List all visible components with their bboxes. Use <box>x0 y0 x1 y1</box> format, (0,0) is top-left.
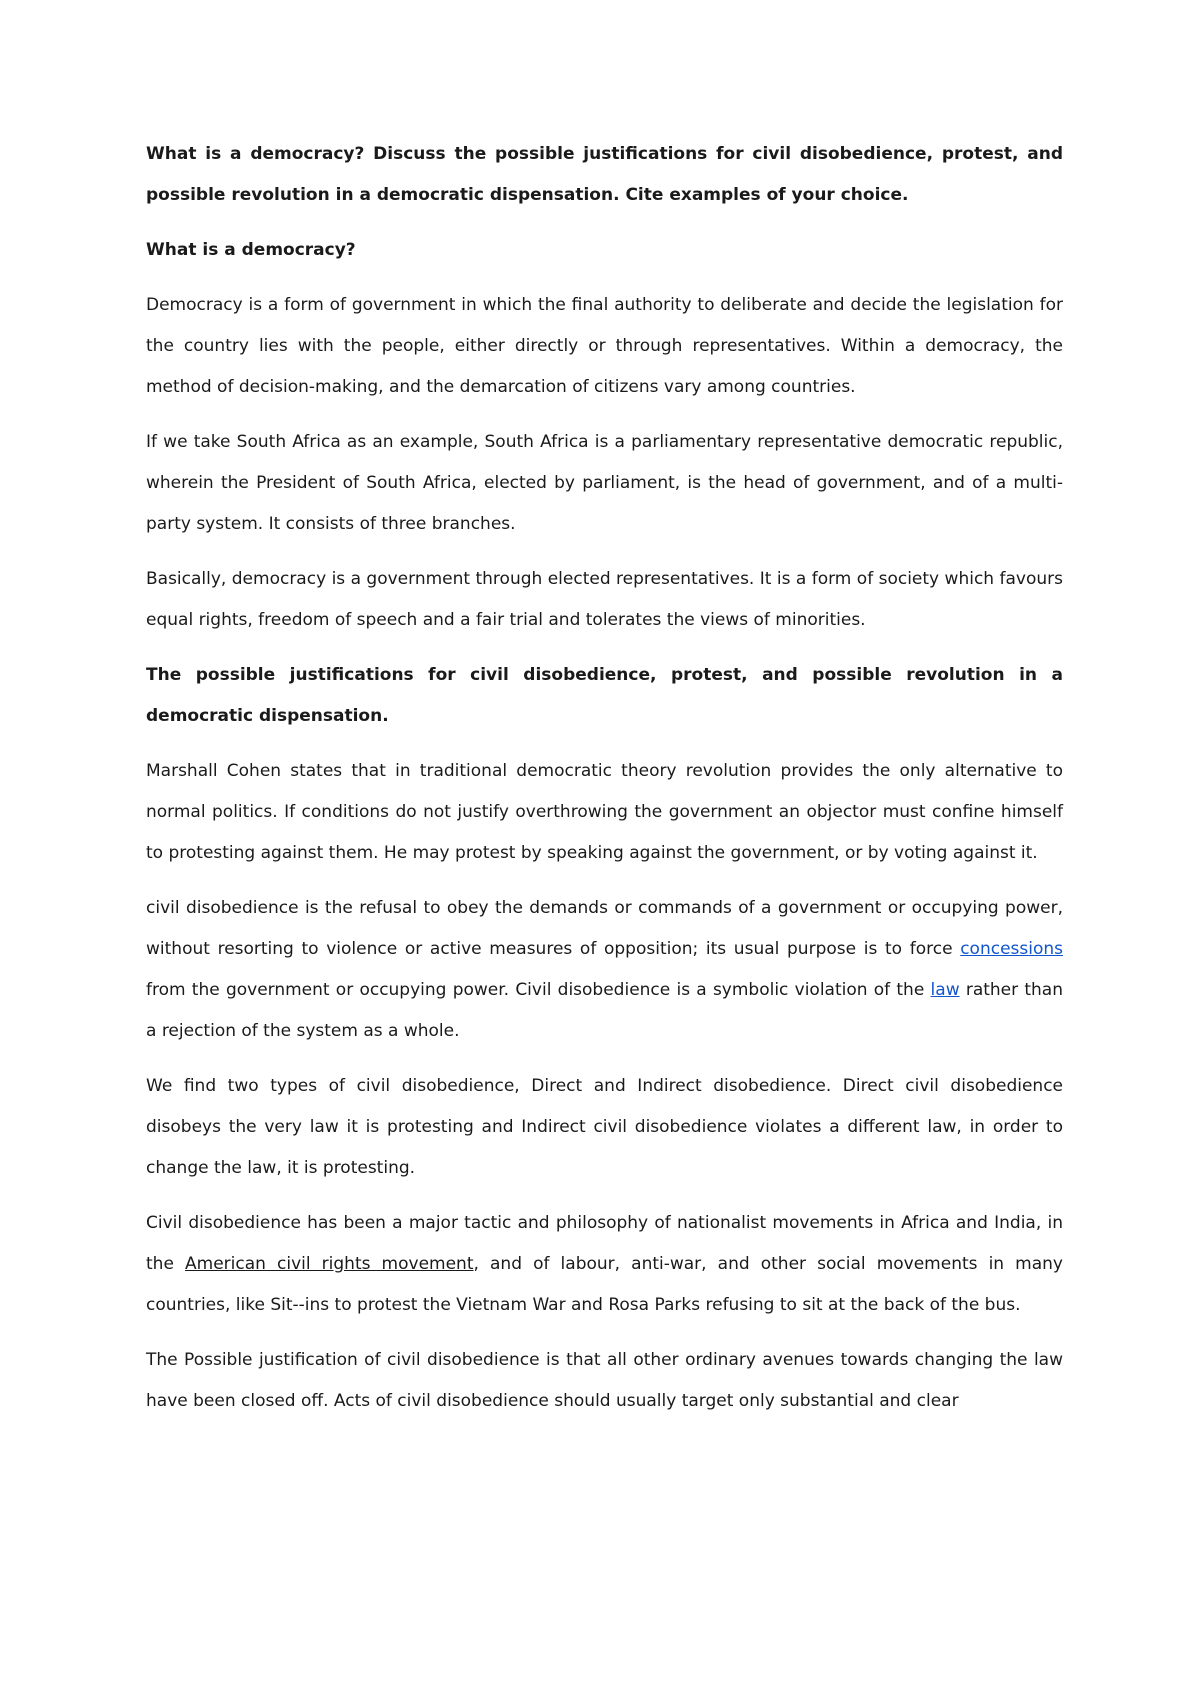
link-law[interactable]: law <box>930 980 960 1000</box>
heading-justifications: The possible justifications for civil disobedience, protest, and possible revolution in a democratic dispensation. <box>146 665 1063 726</box>
paragraph-civil-disobedience <box>146 888 1063 1052</box>
tactic-text-part2: , and of labour, anti-war, and other social movements in many countries, like Sit--ins to protest the Vietnam War and Rosa Parks refusing to sit at the back of the bus. <box>146 1254 1063 1315</box>
civil-text-part2: from the government or occupying power. Civil disobedience is a symbolic violation of the <box>146 980 931 1000</box>
paragraph-types: We find two types of civil disobedience, Direct and Indirect disobedience. Direct civil disobedience disobeys the very law it is protesting and Indirect civil disobedience violates a different law, in order to change the law, it is protesting. <box>146 1076 1063 1178</box>
paragraph-definition: Democracy is a form of government in which the final authority to deliberate and decide the legislation for the country lies with the people, either directly or through representatives. Within a democracy, the method of decision-making, and the demarcation of citizens vary among countries. <box>146 295 1063 397</box>
essay-question: What is a democracy? Discuss the possible justifications for civil disobedience, protest, and possible revolution in a democratic dispensation. Cite examples of your choice. <box>146 144 1063 205</box>
paragraph-south-africa: If we take South Africa as an example, South Africa is a parliamentary representative democratic republic, wherein the President of South Africa, elected by parliament, is the head of government, and of a multi-party system. It consists of three branches. <box>146 432 1063 534</box>
tactic-text-part1: Civil disobedience has been a major tactic and philosophy of nationalist movements in Africa and India, in the <box>146 1213 1063 1274</box>
civil-text-part1: civil disobedience is the refusal to obey the demands or commands of a government or occupying power, without resorting to violence or active measures of opposition; its usual purpose is to force <box>146 898 1063 959</box>
paragraph-cohen: Marshall Cohen states that in traditional democratic theory revolution provides the only alternative to normal politics. If conditions do not justify overthrowing the government an objector must confine himself to protesting against them. He may protest by speaking against the government, or by voting against it. <box>146 761 1063 863</box>
paragraph-tactic <box>146 1203 1063 1326</box>
paragraph-possible-justification: The Possible justification of civil disobedience is that all other ordinary avenues towards changing the law have been closed off. Acts of civil disobedience should usually target only substantial and clear <box>146 1350 1063 1411</box>
heading-what-is-democracy: What is a democracy? <box>146 240 356 260</box>
link-concessions[interactable]: concessions <box>960 939 1063 959</box>
paragraph-basically: Basically, democracy is a government through elected representatives. It is a form of society which favours equal rights, freedom of speech and a fair trial and tolerates the views of minorities. <box>146 569 1063 630</box>
link-american-civil-rights[interactable]: American civil rights movement <box>185 1254 474 1274</box>
civil-text-part3: rather than a rejection of the system as a whole. <box>146 980 1063 1041</box>
